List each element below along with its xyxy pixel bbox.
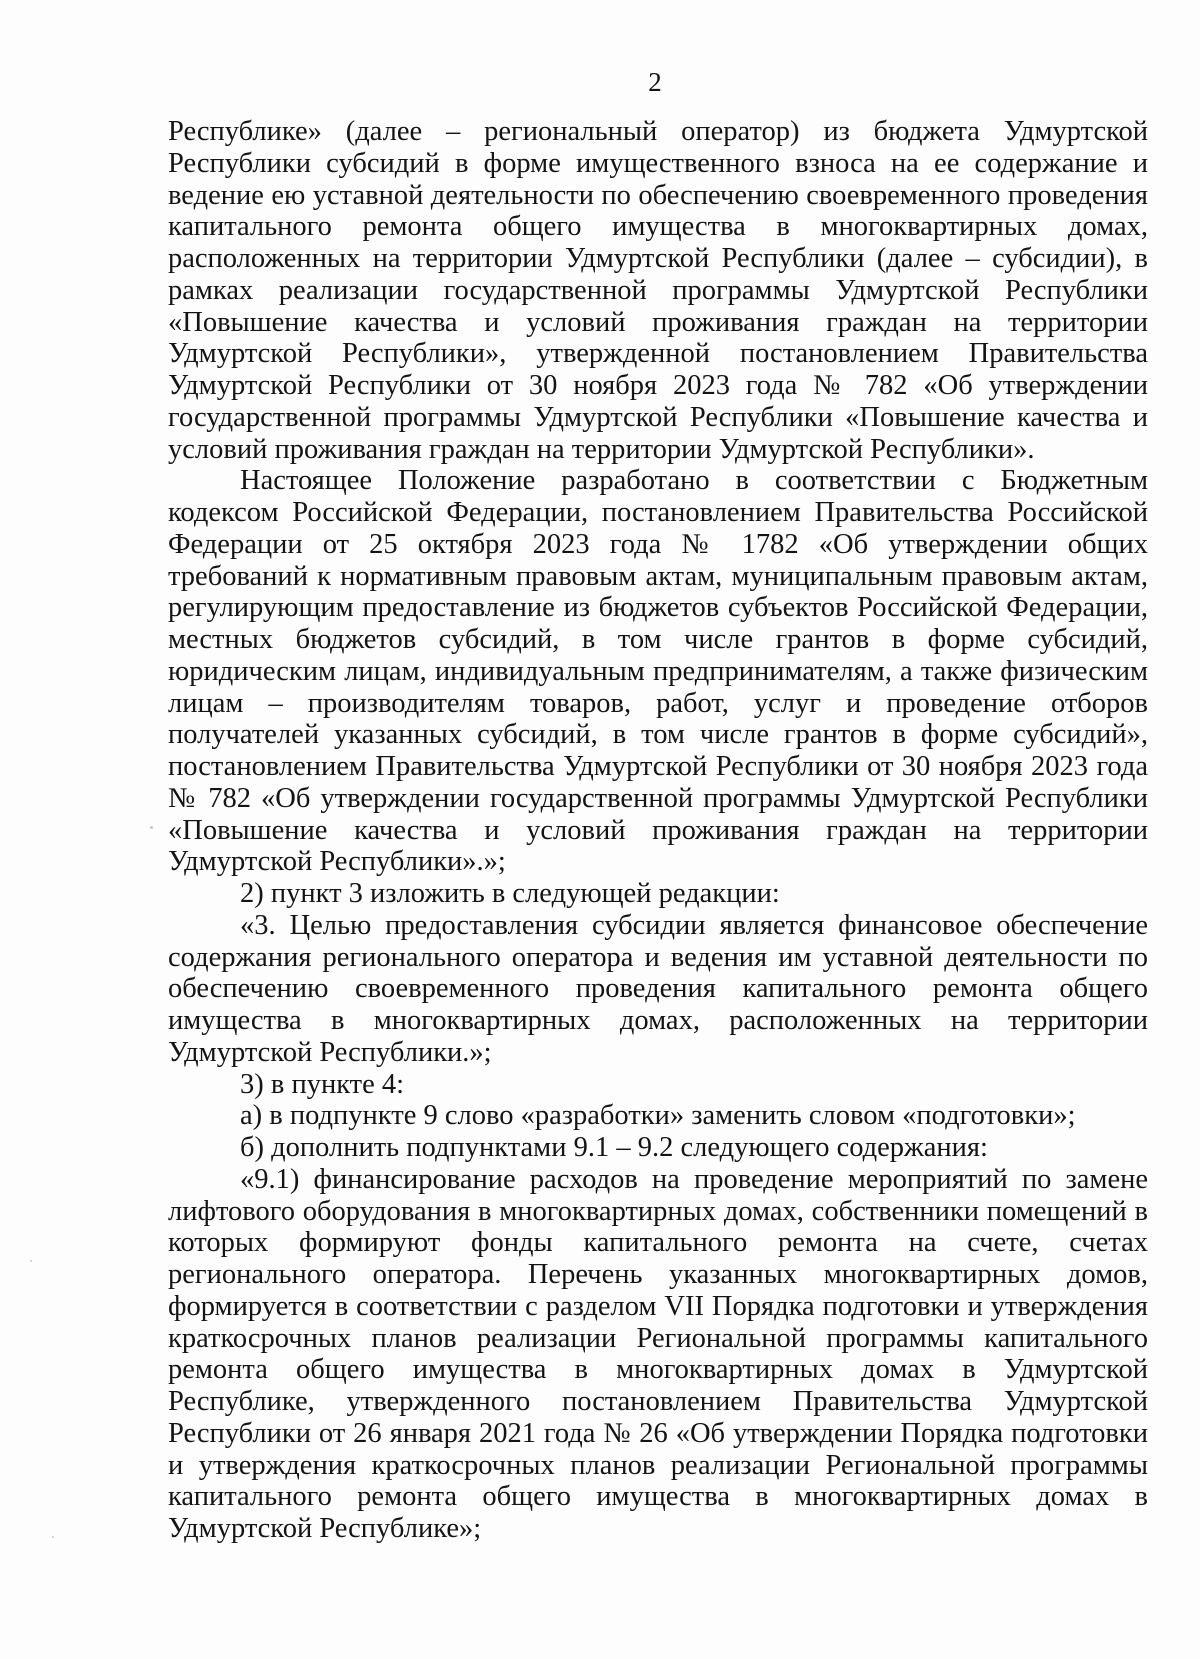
document-body (168, 116, 1148, 1545)
paragraph: 2) пункт 3 изложить в следующей редакции: (240, 878, 780, 909)
page-number: 2 (648, 67, 662, 97)
paragraph: «3. Целью предоставления субсидии является финансовое обеспечение содержания регионального оператора и ведения им уставной деятельности по обеспечению своевременного проведения капитального ремонта общего имущества в многоквартирных домах, расположенных на территории Удмуртской Республики.»; (168, 909, 1148, 1068)
paragraph: Настоящее Положение разработано в соответствии с Бюджетным кодексом Российской Федерации, постановлением Правительства Российской Федерации от 25 октября 2023 года № 1782 «Об утверждении общих требований к нормативным правовым актам, муниципальным правовым актам, регулирующим предоставление из бюджетов субъектов Российской Федерации, местных бюджетов субсидий, в том числе грантов в форме субсидий, юридическим лицам, индивидуальным предпринимателям, а также физическим лицам – производителям товаров, работ, услуг и проведение отборов получателей указанных субсидий, в том числе грантов в форме субсидий», постановлением Правительства Удмуртской Республики от 30 ноября 2023 года № 782 «Об утверждении государственной программы Удмуртской Республики «Повышение качества и условий проживания граждан на территории Удмуртской Республики».»; (168, 465, 1148, 878)
paragraph: а) в подпункте 9 слово «разработки» заменить словом «подготовки»; (240, 1100, 1076, 1132)
paragraph: «9.1) финансирование расходов на проведение мероприятий по замене лифтового оборудования в многоквартирных домах, собственники помещений в которых формируют фонды капитального ремонта на счете, счетах регионального оператора. Перечень указанных многоквартирных домов, формируется в соответствии с разделом VII Порядка подготовки и утверждения краткосрочных планов реализации Региональной программы капитального ремонта общего имущества в многоквартирных домах в Удмуртской Республике, утвержденного постановлением Правительства Удмуртской Республики от 26 января 2021 года № 26 «Об утверждении Порядка подготовки и утверждения краткосрочных планов реализации Региональной программы капитального ремонта общего имущества в многоквартирных домах в Удмуртской Республике»; (168, 1163, 1148, 1544)
scan-speck (52, 1536, 54, 1538)
scan-speck (30, 1260, 32, 1262)
paragraph: Республике» (далее – региональный оператор) из бюджета Удмуртской Республики субсидий в форме имущественного взноса на ее содержание и ведение ею уставной деятельности по обеспечению своевременного проведения капитального ремонта общего имущества в многоквартирных домах, расположенных на территории Удмуртской Республики (далее – субсидии), в рамках реализации государственной программы Удмуртской Республики «Повышение качества и условий проживания граждан на территории Удмуртской Республики», утвержденной постановлением Правительства Удмуртской Республики от 30 ноября 2023 года № 782 «Об утверждении государственной программы Удмуртской Республики «Повышение качества и условий проживания граждан на территории Удмуртской Республики». (168, 116, 1148, 465)
scan-speck (150, 826, 153, 829)
paragraph: 3) в пункте 4: (240, 1068, 405, 1100)
paragraph: б) дополнить подпунктами 9.1 – 9.2 следующего содержания: (240, 1132, 988, 1163)
